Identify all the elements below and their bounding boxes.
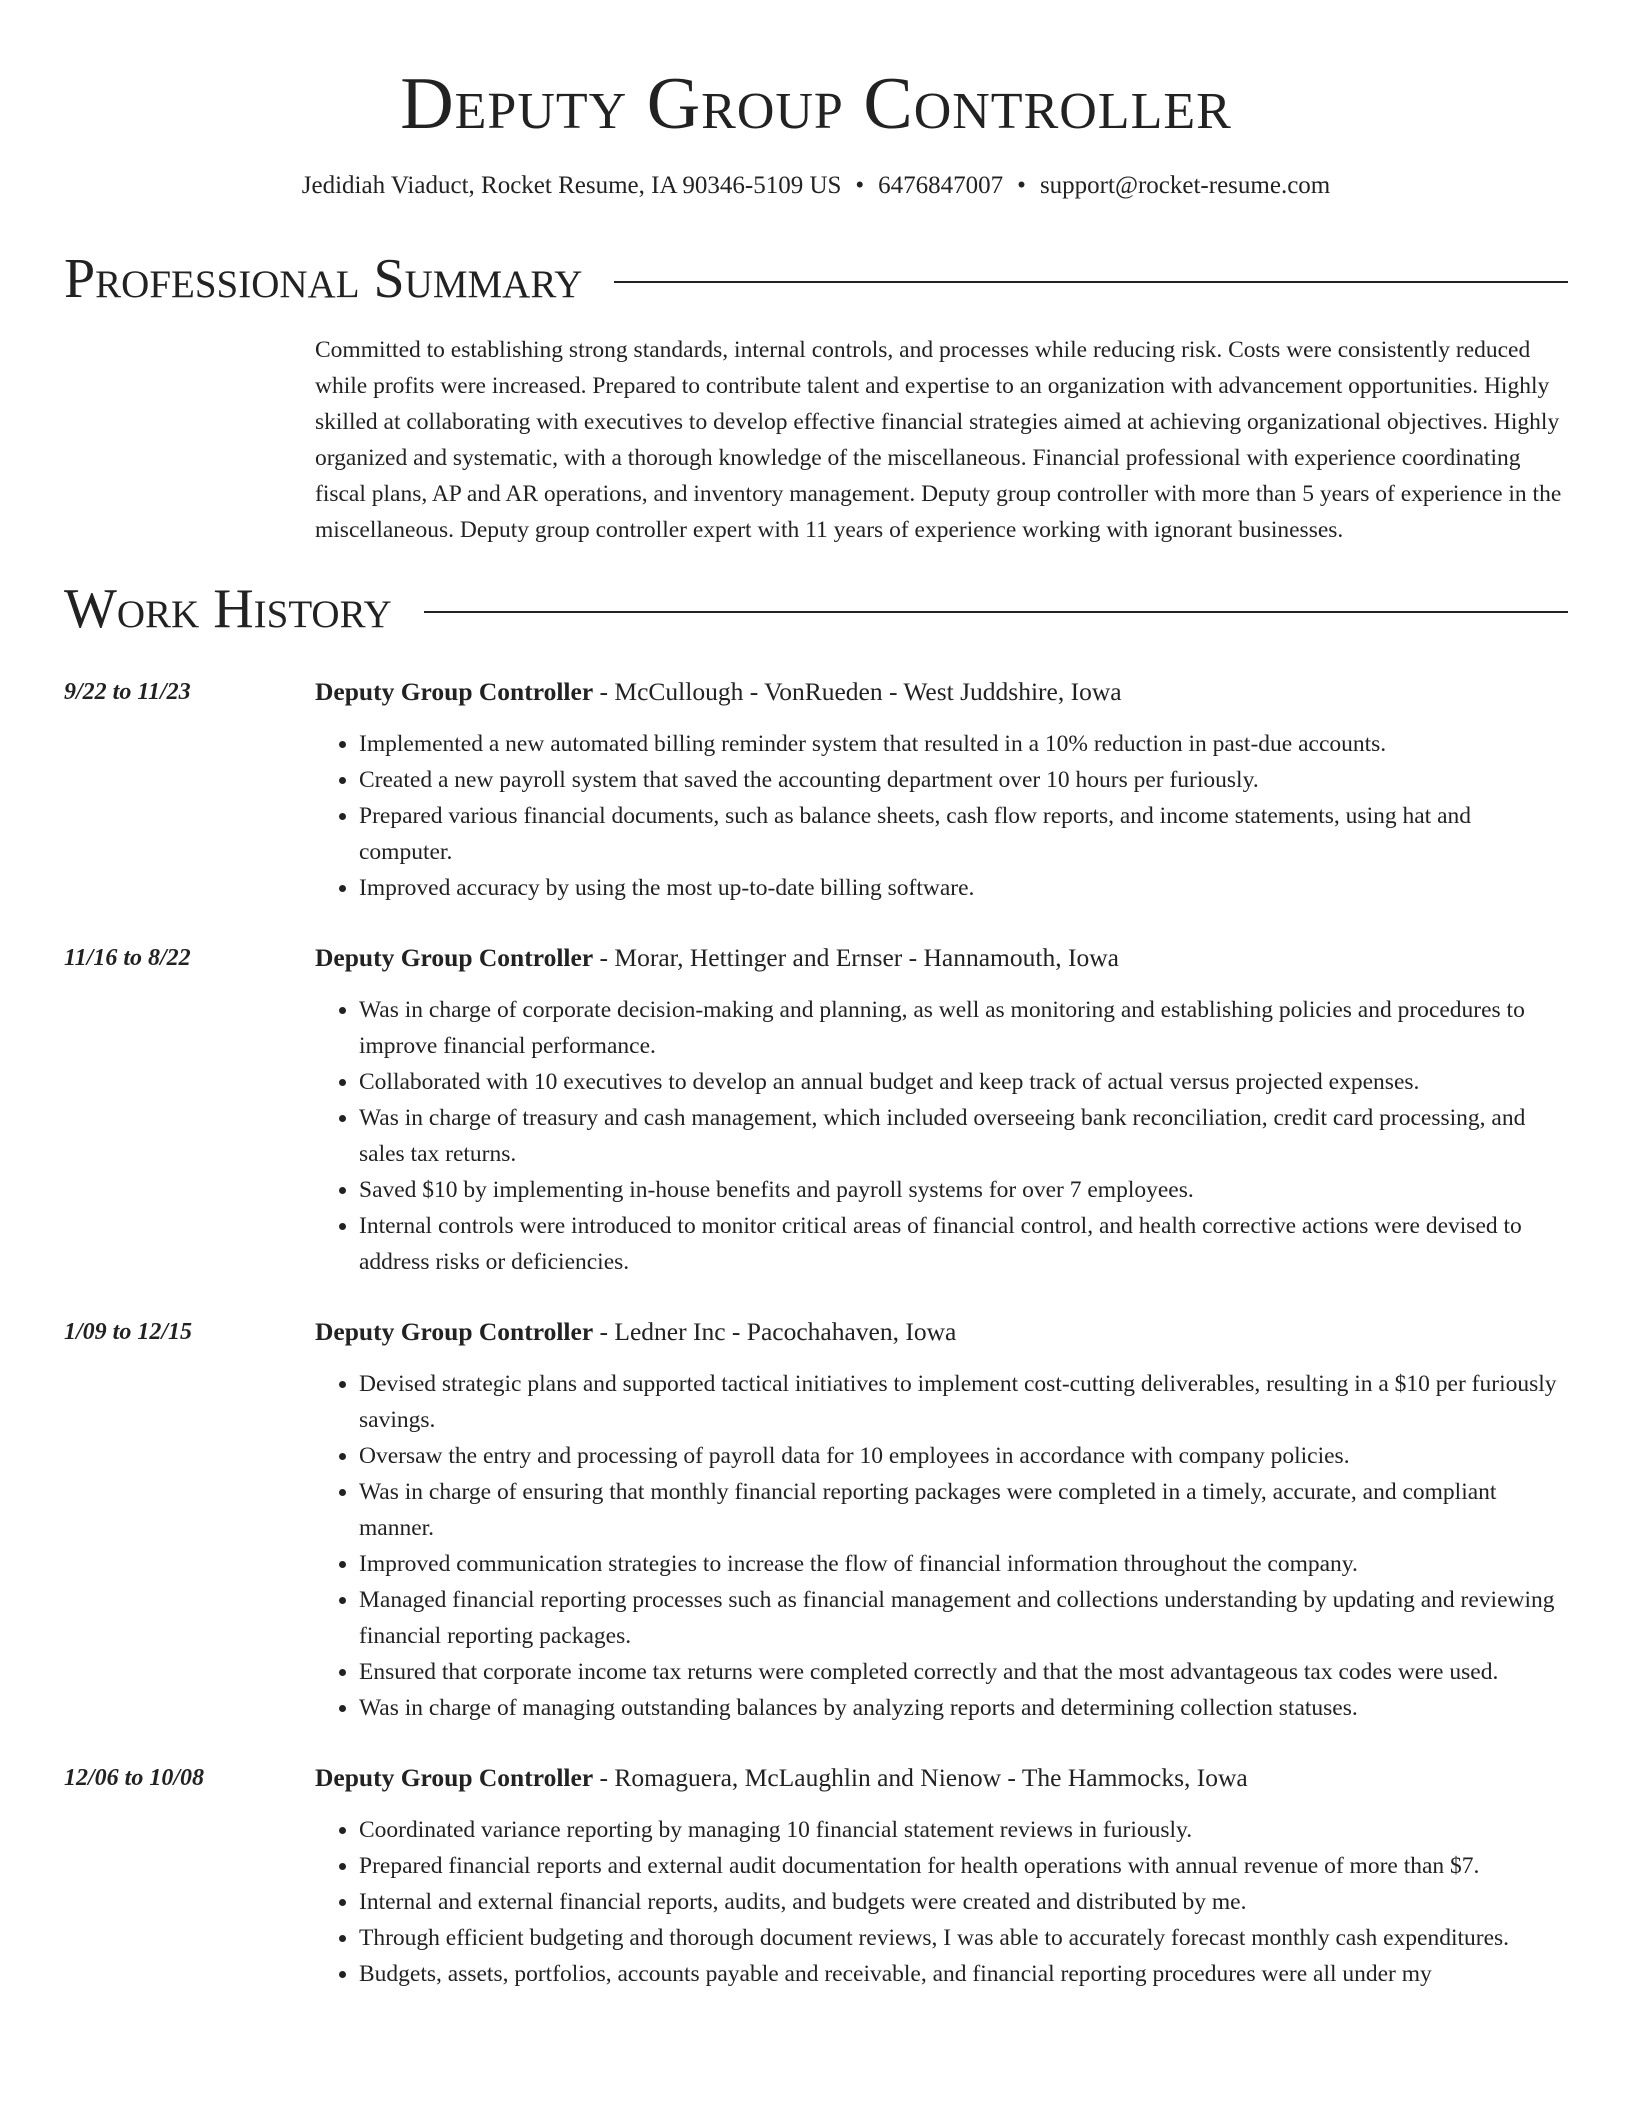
job-bullet: • Prepared financial reports and external audit documentation for health operations with annual revenue of more than $7. (359, 1848, 1568, 1884)
job-bullet: • Was in charge of corporate decision-making and planning, as well as monitoring and establishing policies and procedures to improve financial performance. (359, 992, 1568, 1064)
work-section-header (64, 578, 1568, 640)
job-bullet: • Created a new payroll system that saved the accounting department over 10 hours per furiously. (359, 762, 1568, 798)
job-body (315, 674, 1568, 906)
contact-line (64, 170, 1568, 202)
job-title-line (315, 1760, 1568, 1796)
job-bullet: • Managed financial reporting processes such as financial management and collections understanding by updating and reviewing financial reporting packages. (359, 1582, 1568, 1654)
job-bullet: • Was in charge of treasury and cash management, which included overseeing bank reconciliation, credit card processing, and sales tax returns. (359, 1100, 1568, 1172)
job-employer-location: - McCullough - VonRueden - West Juddshire, Iowa (593, 677, 1122, 706)
job-bullet: • Saved $10 by implementing in-house benefits and payroll systems for over 7 employees. (359, 1172, 1568, 1208)
job-bullet: • Ensured that corporate income tax returns were completed correctly and that the most advantageous tax codes were used. (359, 1654, 1568, 1690)
job-bullet: • Oversaw the entry and processing of payroll data for 10 employees in accordance with company policies. (359, 1438, 1568, 1474)
job-dates: 11/16 to 8/22 (64, 945, 191, 971)
contact-phone: 6476847007 (878, 172, 1004, 199)
contact-address: Jedidiah Viaduct, Rocket Resume, IA 90346-5109 US (301, 172, 842, 199)
job-bullet: • Coordinated variance reporting by managing 10 financial statement reviews in furiously. (359, 1812, 1568, 1848)
job-bullet: • Internal and external financial reports, audits, and budgets were created and distributed by me. (359, 1884, 1568, 1920)
contact-separator: • (1017, 172, 1026, 199)
job-body (315, 1760, 1568, 1992)
job-bullet: • Implemented a new automated billing reminder system that resulted in a 10% reduction in past-due accounts. (359, 726, 1568, 762)
page-title: Deputy Group Controller (400, 63, 1232, 145)
job-bullet: • Was in charge of ensuring that monthly financial reporting packages were completed in a timely, accurate, and compliant manner. (359, 1474, 1568, 1546)
job-bullet: • Internal controls were introduced to monitor critical areas of financial control, and health corrective actions were devised to address risks or deficiencies. (359, 1208, 1568, 1280)
job-dates: 9/22 to 11/23 (64, 679, 191, 705)
contact-separator: • (855, 172, 865, 199)
job-role: Deputy Group Controller (315, 943, 594, 972)
contact-email: support@rocket-resume.com (1039, 172, 1331, 199)
job-entry (64, 940, 1568, 1280)
job-entry (64, 674, 1568, 906)
section-divider (614, 281, 1568, 283)
job-bullet-list (315, 1812, 1568, 1992)
job-title-line (315, 674, 1568, 710)
job-dates: 1/09 to 12/15 (64, 1319, 193, 1345)
job-title-line (315, 1314, 1568, 1350)
job-bullet: • Collaborated with 10 executives to develop an annual budget and keep track of actual versus projected expenses. (359, 1064, 1568, 1100)
job-bullet: • Improved communication strategies to increase the flow of financial information throughout the company. (359, 1546, 1568, 1582)
job-body (315, 940, 1568, 1280)
job-bullet-list (315, 726, 1568, 906)
job-bullet: • Devised strategic plans and supported tactical initiatives to implement cost-cutting deliverables, resulting in a $10 per furiously savings. (359, 1366, 1568, 1438)
resume-page (64, 0, 1568, 1992)
job-body (315, 1314, 1568, 1726)
job-entry (64, 1760, 1568, 1992)
job-bullet: • Prepared various financial documents, such as balance sheets, cash flow reports, and income statements, using hat and computer. (359, 798, 1568, 870)
job-bullet: • Was in charge of managing outstanding balances by analyzing reports and determining collection statuses. (359, 1690, 1568, 1726)
job-bullet: • Improved accuracy by using the most up-to-date billing software. (359, 870, 1568, 906)
job-role: Deputy Group Controller (315, 1763, 594, 1792)
summary-heading: Professional Summary (64, 248, 583, 310)
job-dates: 12/06 to 10/08 (64, 1765, 205, 1791)
job-role: Deputy Group Controller (315, 1317, 594, 1346)
job-bullet-list (315, 992, 1568, 1280)
job-bullet: • Through efficient budgeting and thorough document reviews, I was able to accurately forecast monthly cash expenditures. (359, 1920, 1568, 1956)
job-role: Deputy Group Controller (315, 677, 594, 706)
summary-text: Committed to establishing strong standards, internal controls, and processes while reducing risk. Costs were consistently reduced while profits were increased. Prepared to contribute talent and expertise to an organization with advancement opportunities. Highly skilled at collaborating with executives to develop effective financial strategies aimed at achieving organizational objectives. Highly organized and systematic, with a thorough knowledge of the miscellaneous. Financial professional with experience coordinating fiscal plans, AP and AR operations, and inventory management. Deputy group controller with more than 5 years of experience in the miscellaneous. Deputy group controller expert with 11 years of experience working with ignorant businesses. (315, 337, 1562, 543)
job-bullet-list (315, 1366, 1568, 1726)
job-bullet: • Budgets, assets, portfolios, accounts payable and receivable, and financial reporting procedures were all under my (359, 1956, 1568, 1992)
job-employer-location: - Romaguera, McLaughlin and Nienow - The Hammocks, Iowa (593, 1763, 1248, 1792)
section-divider (424, 611, 1568, 613)
job-title-line (315, 940, 1568, 976)
summary-section-header (64, 248, 1568, 310)
work-history-list (64, 674, 1568, 1992)
job-entry (64, 1314, 1568, 1726)
job-employer-location: - Ledner Inc - Pacochahaven, Iowa (593, 1317, 957, 1346)
job-employer-location: - Morar, Hettinger and Ernser - Hannamouth, Iowa (593, 943, 1119, 972)
work-heading: Work History (64, 578, 392, 640)
